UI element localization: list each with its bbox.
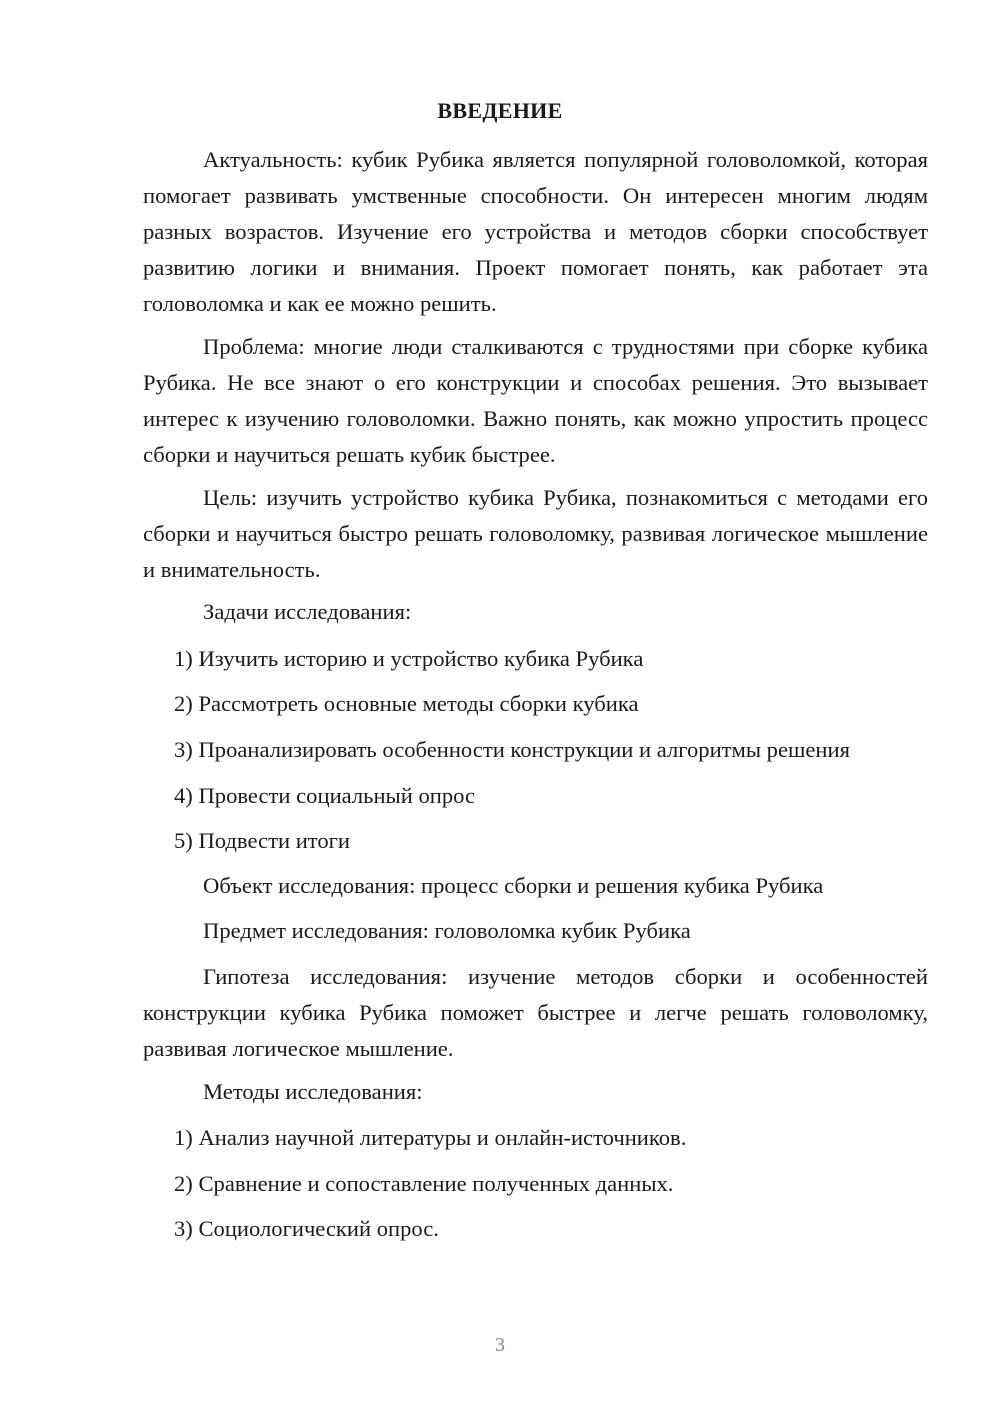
tasks-heading: Задачи исследования: <box>203 599 412 624</box>
paragraph-problem: Проблема: многие люди сталкиваются с трудностями при сборке кубика Рубика. Не все знают о его конструкции и способах решения. Это вызывает интерес к изучению головоломки. Важно понять, как можно упростить процесс сборки и научиться решать кубик быстрее. <box>143 334 928 467</box>
task-item-2: 2) Рассмотреть основные методы сборки кубика <box>174 691 639 716</box>
task-item-4: 4) Провести социальный опрос <box>174 783 476 808</box>
page-number: 3 <box>495 1334 505 1356</box>
page-title: ВВЕДЕНИЕ <box>437 98 563 123</box>
paragraph-object: Объект исследования: процесс сборки и решения кубика Рубика <box>203 873 824 898</box>
method-item-1: 1) Анализ научной литературы и онлайн-источников. <box>174 1125 687 1150</box>
method-item-2: 2) Сравнение и сопоставление полученных данных. <box>174 1171 674 1196</box>
methods-heading: Методы исследования: <box>203 1079 423 1104</box>
task-item-3: 3) Проанализировать особенности конструкции и алгоритмы решения <box>174 737 850 762</box>
paragraph-hypothesis: Гипотеза исследования: изучение методов сборки и особенностей конструкции кубика Рубика поможет быстрее и легче решать головоломку, развивая логическое мышление. <box>143 964 928 1061</box>
paragraph-relevance: Актуальность: кубик Рубика является популярной головоломкой, которая помогает развивать умственные способности. Он интересен многим людям разных возрастов. Изучение его устройства и методов сборки способствует развитию логики и внимания. Проект помогает понять, как работает эта головоломка и как ее можно решить. <box>143 147 928 316</box>
task-item-1: 1) Изучить историю и устройство кубика Рубика <box>174 646 644 671</box>
paragraph-goal: Цель: изучить устройство кубика Рубика, познакомиться с методами его сборки и научиться быстро решать головоломку, развивая логическое мышление и внимательность. <box>143 485 928 582</box>
task-item-5: 5) Подвести итоги <box>174 828 351 853</box>
method-item-3: 3) Социологический опрос. <box>174 1216 439 1241</box>
paragraph-subject: Предмет исследования: головоломка кубик Рубика <box>203 918 691 943</box>
